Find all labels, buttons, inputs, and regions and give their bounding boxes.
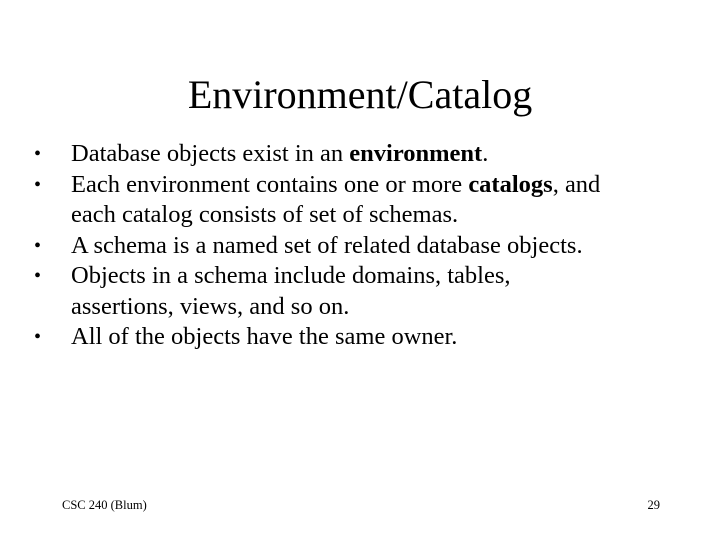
bullet-text: , and xyxy=(552,170,601,198)
bullet-bold-term: environment xyxy=(349,140,483,167)
bullet-line: assertions, views, and so on. xyxy=(71,292,350,320)
bullet-item xyxy=(34,322,694,353)
bullet-line: Objects in a schema include domains, tables, xyxy=(71,262,511,289)
bullet-item xyxy=(34,231,694,262)
bullet-item xyxy=(34,261,694,322)
bullet-text: Database objects exist in an xyxy=(71,140,350,167)
bullet-list xyxy=(34,139,694,353)
bullet-text: . xyxy=(482,140,489,167)
bullet-line xyxy=(71,139,694,170)
bullet-line xyxy=(71,170,694,201)
page-number: 29 xyxy=(647,498,660,512)
bullet-dot-icon: • xyxy=(34,326,42,348)
bullet-line: each catalog consists of set of schemas. xyxy=(71,201,459,228)
bullet-dot-icon: • xyxy=(34,143,42,165)
bullet-line: All of the objects have the same owner. xyxy=(71,323,458,350)
bullet-text: Each environment contains one or more xyxy=(71,170,469,198)
bullet-dot-icon: • xyxy=(34,265,42,287)
bullet-dot-icon: • xyxy=(34,234,42,257)
bullet-line: A schema is a named set of related database objects. xyxy=(71,231,583,259)
bullet-bold-term: catalogs xyxy=(468,170,553,198)
bullet-dot-icon: • xyxy=(34,173,42,196)
bullet-item xyxy=(34,139,694,170)
bullet-item xyxy=(34,170,694,231)
slide-title: Environment/Catalog xyxy=(187,72,533,117)
footer-course-label: CSC 240 (Blum) xyxy=(62,498,147,512)
